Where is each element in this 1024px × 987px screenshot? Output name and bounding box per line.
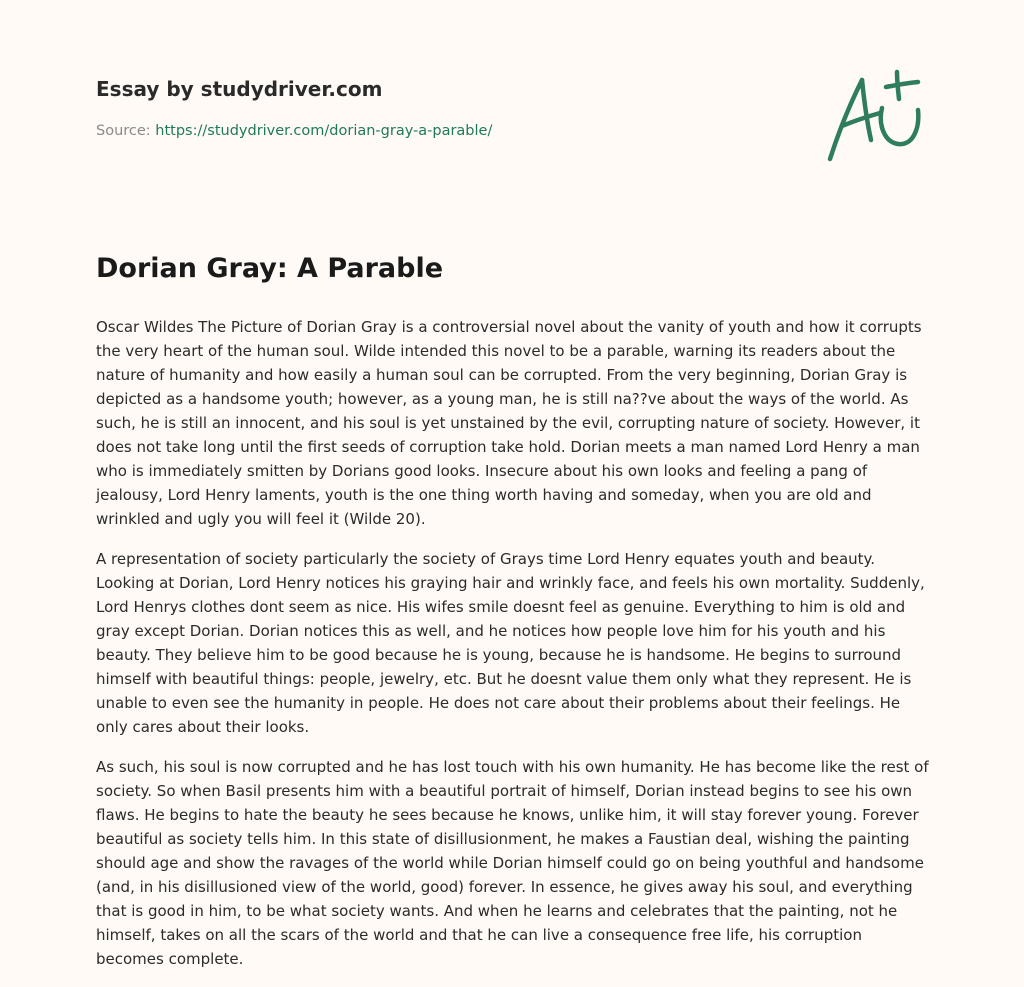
a-plus-logo bbox=[820, 66, 930, 166]
essay-body bbox=[96, 315, 930, 987]
essay-paragraph: As such, his soul is now corrupted and he has lost touch with his own humanity. He has become like the rest of society. So when Basil presents him with a beautiful portrait of himself, Dorian instead begins to see his own flaws. He begins to hate the beauty he sees because he knows, unlike him, it will stay forever young. Forever beautiful as society tells him. In this state of disillusionment, he makes a Faustian deal, wishing the painting should age and show the ravages of the world while Dorian himself could go on being youthful and handsome (and, in his disillusioned view of the world, good) forever. In essence, he gives away his soul, and everything that is good in him, to be what society wants. And when he learns and celebrates that the painting, not he himself, takes on all the scars of the world and that he can live a consequence free life, his corruption becomes complete. bbox=[96, 758, 929, 968]
source-label: Source: bbox=[96, 123, 156, 139]
essay-title: Dorian Gray: A Parable bbox=[96, 253, 444, 284]
source-link[interactable]: https://studydriver.com/dorian-gray-a-parable/ bbox=[155, 123, 493, 139]
essay-paragraph: A representation of society particularly the society of Grays time Lord Henry equates youth and beauty. Looking at Dorian, Lord Henry notices his graying hair and wrinkly face, and feels his own mortality. Suddenly, Lord Henrys clothes dont seem as nice. His wifes smile doesnt feel as genuine. Everything to him is old and gray except Dorian. Dorian notices this as well, and he notices how people love him for his youth and his beauty. They believe him to be good because he is young, because he is handsome. He begins to surround himself with beautiful things: people, jewelry, etc. But he doesnt value them only what they represent. He is unable to even see the humanity in people. He does not care about their problems about their feelings. He only cares about their looks. bbox=[96, 550, 925, 736]
a-plus-logo-icon bbox=[820, 66, 930, 166]
site-title: Essay by studydriver.com bbox=[96, 77, 383, 101]
essay-paragraph: Oscar Wildes The Picture of Dorian Gray is a controversial novel about the vanity of youth and how it corrupts the very heart of the human soul. Wilde intended this novel to be a parable, warning its readers about the nature of humanity and how easily a human soul can be corrupted. From the very beginning, Dorian Gray is depicted as a handsome youth; however, as a young man, he is still na??ve about the ways of the world. As such, he is still an innocent, and his soul is yet unstained by the evil, corrupting nature of society. However, it does not take long until the first seeds of corruption take hold. Dorian meets a man named Lord Henry a man who is immediately smitten by Dorians good looks. Insecure about his own looks and feeling a pang of jealousy, Lord Henry laments, youth is the one thing worth having and someday, when you are old and wrinkled and ugly you will feel it (Wilde 20). bbox=[96, 318, 922, 528]
source-line bbox=[96, 123, 492, 139]
page-header bbox=[96, 0, 928, 200]
